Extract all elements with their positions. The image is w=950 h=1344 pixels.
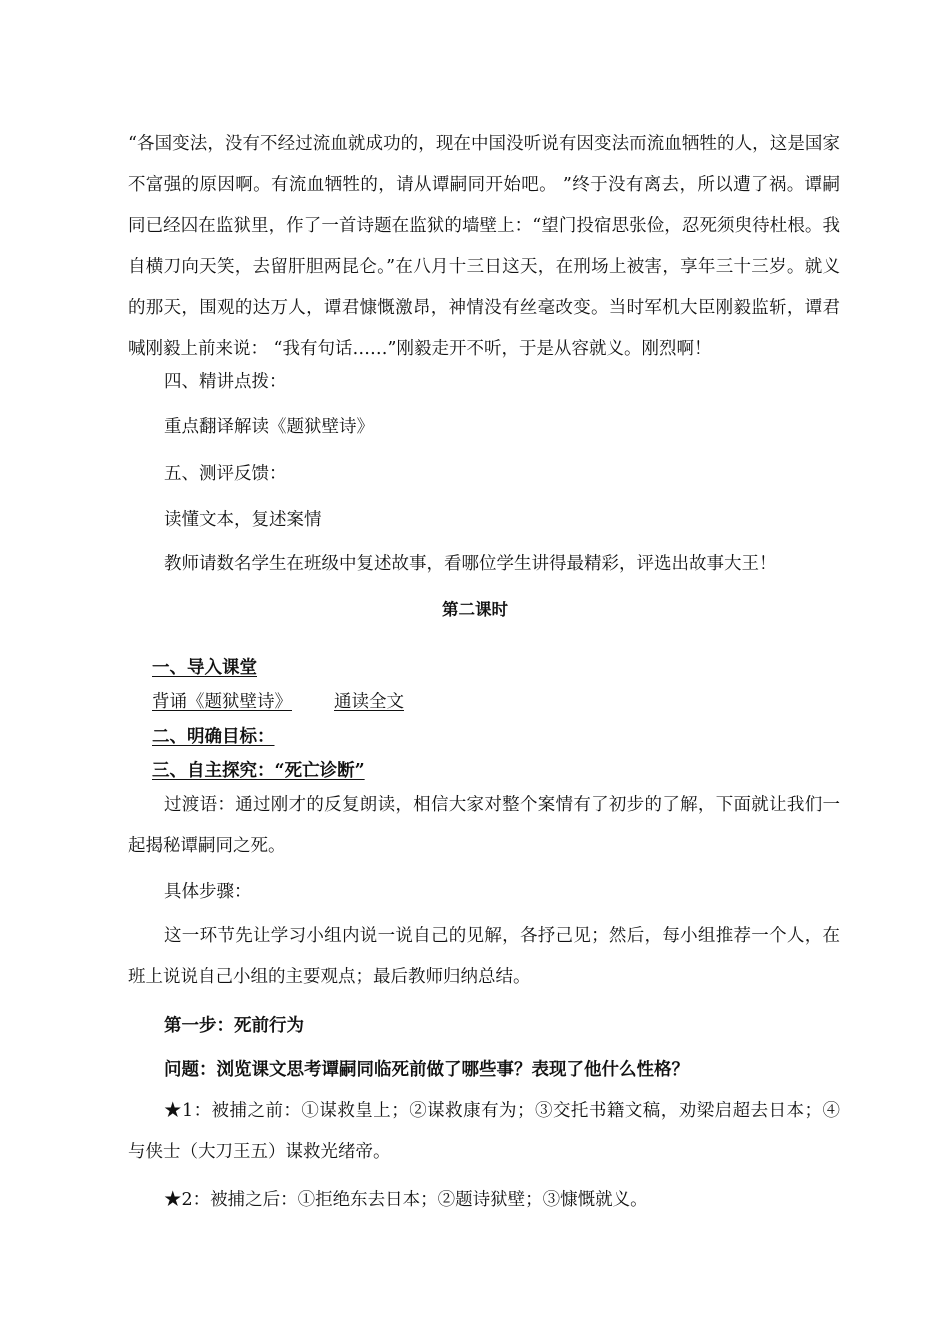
transition-paragraph: 过渡语：通过刚才的反复朗读，相信大家对整个案情有了初步的了解，下面就让我们一起揭秘谭嗣同之死。 <box>128 795 840 856</box>
steps-label: 具体步骤： <box>164 882 252 902</box>
section4-body: 重点翻译解读《题狱壁诗》 <box>164 417 374 437</box>
lesson2-heading-import: 一、导入课堂 <box>152 658 257 678</box>
section4-heading: 四、精讲点拨： <box>164 372 287 392</box>
lesson2-import-items <box>152 688 404 713</box>
section5-body-2: 教师请数名学生在班级中复述故事，看哪位学生讲得最精彩，评选出故事大王！ <box>164 554 777 574</box>
star1-paragraph: ★1：被捕之前：①谋救皇上；②谋救康有为；③交托书籍文稿，劝梁启超去日本；④与侠士（大刀王五）谋救光绪帝。 <box>128 1101 840 1162</box>
section5-body-1: 读懂文本，复述案情 <box>164 510 322 530</box>
lesson2-heading-goals: 二、明确目标： <box>152 727 275 747</box>
recite-poem-item: 背诵《题狱壁诗》 <box>152 692 292 712</box>
question-line: 问题：浏览课文思考谭嗣同临死前做了哪些事？表现了他什么性格？ <box>164 1060 689 1080</box>
steps-paragraph: 这一环节先让学习小组内说一说自己的见解，各抒己见；然后，每小组推荐一个人，在班上说说自己小组的主要观点；最后教师归纳总结。 <box>128 926 840 987</box>
lesson2-title: 第二课时 <box>442 600 508 619</box>
step1-heading: 第一步：死前行为 <box>164 1016 304 1036</box>
read-full-text-item: 通读全文 <box>334 692 404 712</box>
star2-line: ★2：被捕之后：①拒绝东去日本；②题诗狱壁；③慷慨就义。 <box>164 1190 648 1210</box>
lesson2-heading-inquiry: 三、自主探究：“死亡诊断” <box>152 761 365 781</box>
intro-paragraph: “各国变法，没有不经过流血就成功的，现在中国没听说有因变法而流血牺牲的人，这是国家不富强的原因啊。有流血牺牲的，请从谭嗣同开始吧。 ”终于没有离去，所以遭了祸。谭嗣同已经囚在监狱里，作了一首诗题在监狱的墙壁上：“望门投宿思张俭，忍死须臾待杜根。我自横刀向天笑，去留肝胆两昆仑。”在八月十三日这天，在刑场上被害，享年三十三岁。就义的那天，围观的达万人，谭君慷慨激昂，神情没有丝毫改变。当时军机大臣刚毅监斩，谭君喊刚毅上前来说： “我有句话……”刚毅走开不听，于是从容就义。刚烈啊！ <box>128 134 840 359</box>
section5-heading: 五、测评反馈： <box>164 464 287 484</box>
